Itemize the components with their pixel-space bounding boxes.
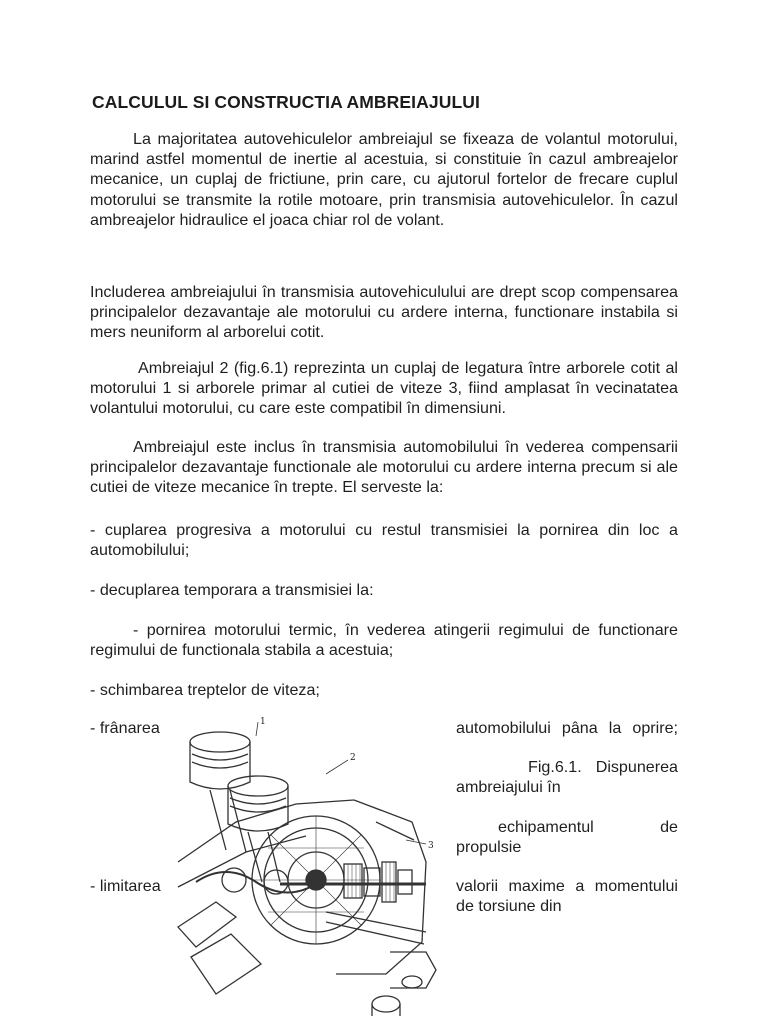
- list-item-gear-change: - schimbarea treptelor de viteza;: [90, 681, 320, 699]
- list-item-coupling: - cuplarea progresiva a motorului cu restul transmisiei la pornirea din loc a automobilului;: [90, 521, 678, 560]
- list-item-braking-right: automobilului pâna la oprire;: [456, 719, 678, 737]
- paragraph-purpose: Includerea ambreiajului în transmisia autovehiculului are drept scop compensarea principalelor dezavantaje ale motorului cu ardere interna, functionare instabila si mers neuniform al arborelui cotit.: [90, 283, 678, 342]
- paragraph-intro: La majoritatea autovehiculelor ambreiajul se fixeaza de volantul motorului, marind astfel momentul de inertie al acestuia, si constituie în cazul ambreajelor mecanice, un cuplaj de frictiune, prin care, cu ajutorul fortelor de frecare cuplul motorului se transmite la rotile motoare, prin transmisia autovehiculelor. În cazul ambreajelor hidraulice el joaca chiar rol de volant.: [90, 130, 678, 229]
- list-item-engine-start: - pornirea motorului termic, în vederea atingerii regimului de functionare regimului de functionala stabila a acestuia;: [90, 621, 678, 660]
- list-item-limiting-left: - limitarea: [90, 877, 161, 895]
- figure-label-2: 2: [350, 753, 356, 763]
- clutch-assembly-figure: [176, 712, 446, 1024]
- document-title: CALCULUL SI CONSTRUCTIA AMBREIAJULUI: [92, 92, 480, 112]
- figure-label-3: 3: [428, 841, 434, 851]
- list-item-braking-left: - frânarea: [90, 719, 160, 737]
- paragraph-fig-reference: Ambreiajul 2 (fig.6.1) reprezinta un cuplaj de legatura între arborele cotit al motorului 1 si arborele primar al cutiei de viteze 3, fiind amplasat în vecinatatea volantului motorului, cu care este compatibil în dimensiuni.: [90, 359, 678, 418]
- list-item-limiting-right: valorii maxime a momentului de torsiune din: [456, 877, 678, 916]
- figure-caption-part1: Fig.6.1. Dispunerea ambreiajului în: [456, 758, 678, 797]
- list-item-decoupling: - decuplarea temporara a transmisiei la:: [90, 581, 374, 599]
- paragraph-functions: Ambreiajul este inclus în transmisia automobilului în vederea compensarii principalelor dezavantaje functionale ale motorului cu ardere interna precum si ale cutiei de viteze mecanice în trepte. El serveste la:: [90, 438, 678, 497]
- figure-label-1: 1: [260, 717, 266, 727]
- figure-caption-part2: echipamentul de propulsie: [456, 818, 678, 857]
